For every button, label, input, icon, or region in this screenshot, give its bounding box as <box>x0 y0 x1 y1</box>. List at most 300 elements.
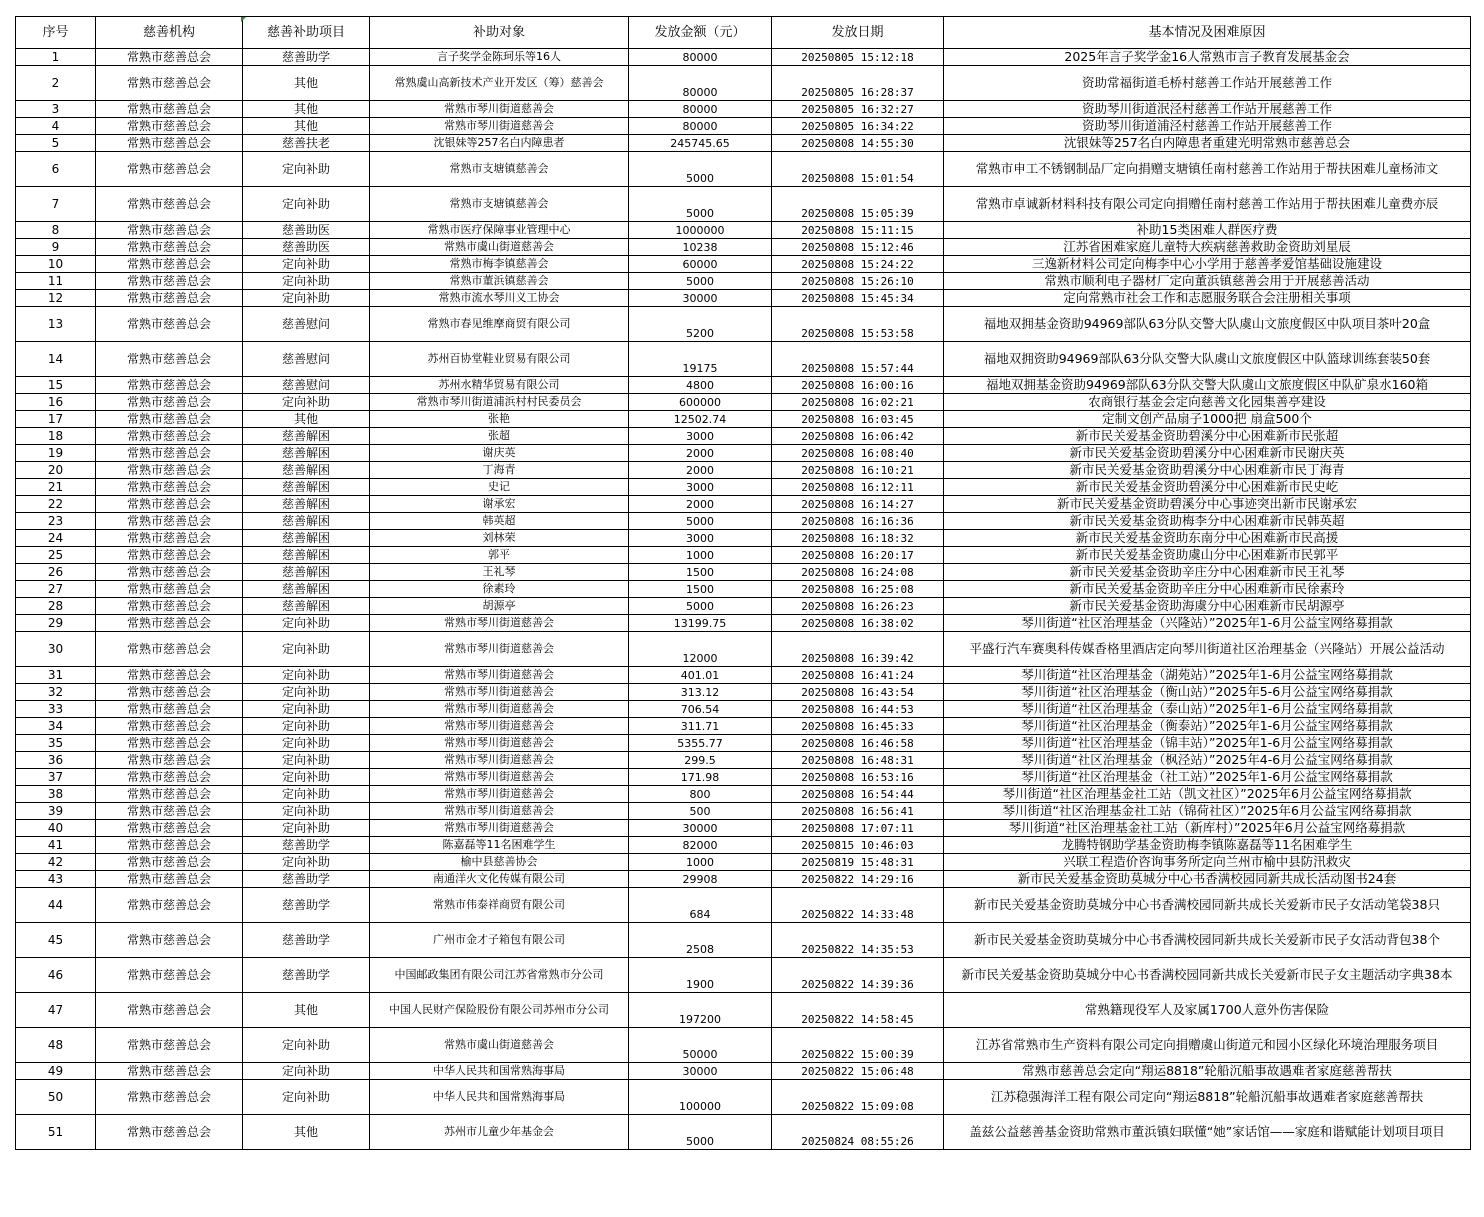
cell-amount: 80000 <box>629 66 772 101</box>
cell-index: 20 <box>16 462 96 479</box>
cell-recipient: 常熟市琴川街道慈善会 <box>370 615 629 632</box>
cell-amount: 5355.77 <box>629 735 772 752</box>
cell-amount: 2508 <box>629 923 772 958</box>
cell-project: 慈善解困 <box>243 428 370 445</box>
cell-reason: 盖兹公益慈善基金资助常熟市董浜镇妇联懂“她”家话馆——家庭和谐赋能计划项目项目 <box>944 1115 1471 1150</box>
cell-amount: 197200 <box>629 993 772 1028</box>
cell-organization: 常熟市慈善总会 <box>96 923 243 958</box>
cell-amount: 500 <box>629 803 772 820</box>
cell-index: 40 <box>16 820 96 837</box>
cell-project: 定向补助 <box>243 667 370 684</box>
cell-project: 定向补助 <box>243 718 370 735</box>
table-row <box>16 239 1471 256</box>
cell-reason: 新市民关爱基金资助碧溪分中心事迹突出新市民谢承宏 <box>944 496 1471 513</box>
cell-index: 34 <box>16 718 96 735</box>
cell-date: 20250808 16:10:21 <box>772 462 944 479</box>
cell-amount: 80000 <box>629 118 772 135</box>
cell-amount: 313.12 <box>629 684 772 701</box>
table-row <box>16 49 1471 66</box>
cell-recipient: 谢庆英 <box>370 445 629 462</box>
cell-index: 33 <box>16 701 96 718</box>
cell-reason: 新市民关爱基金资助海虞分中心困难新市民胡源亭 <box>944 598 1471 615</box>
table-row <box>16 993 1471 1028</box>
cell-project: 其他 <box>243 66 370 101</box>
cell-project: 定向补助 <box>243 786 370 803</box>
cell-recipient: 常熟虞山高新技术产业开发区（筹）慈善会 <box>370 66 629 101</box>
header-amount: 发放金额（元） <box>629 17 772 49</box>
cell-organization: 常熟市慈善总会 <box>96 752 243 769</box>
cell-organization: 常熟市慈善总会 <box>96 958 243 993</box>
cell-reason: 补助15类困难人群医疗费 <box>944 222 1471 239</box>
cell-project: 定向补助 <box>243 701 370 718</box>
cell-organization: 常熟市慈善总会 <box>96 854 243 871</box>
cell-reason: 常熟市慈善总会定向“翔运8818”轮船沉船事故遇难者家庭慈善帮扶 <box>944 1063 1471 1080</box>
cell-amount: 1500 <box>629 581 772 598</box>
cell-date: 20250815 10:46:03 <box>772 837 944 854</box>
cell-organization: 常熟市慈善总会 <box>96 377 243 394</box>
cell-project: 定向补助 <box>243 152 370 187</box>
cell-recipient: 郭平 <box>370 547 629 564</box>
table-row <box>16 786 1471 803</box>
cell-amount: 5000 <box>629 513 772 530</box>
cell-project: 慈善助学 <box>243 837 370 854</box>
table-row <box>16 735 1471 752</box>
cell-project: 慈善助学 <box>243 49 370 66</box>
table-row <box>16 187 1471 222</box>
cell-date: 20250808 15:11:15 <box>772 222 944 239</box>
cell-index: 12 <box>16 290 96 307</box>
cell-date: 20250822 14:33:48 <box>772 888 944 923</box>
cell-index: 35 <box>16 735 96 752</box>
cell-amount: 10238 <box>629 239 772 256</box>
cell-recipient: 常熟市医疗保障事业管理中心 <box>370 222 629 239</box>
cell-index: 11 <box>16 273 96 290</box>
cell-organization: 常熟市慈善总会 <box>96 118 243 135</box>
cell-recipient: 常熟市琴川街道慈善会 <box>370 667 629 684</box>
cell-reason: 定制文创产品扇子1000把 扇盒500个 <box>944 411 1471 428</box>
cell-project: 慈善解困 <box>243 547 370 564</box>
cell-project: 定向补助 <box>243 273 370 290</box>
cell-project: 慈善解困 <box>243 598 370 615</box>
cell-recipient: 刘林荣 <box>370 530 629 547</box>
cell-recipient: 常熟市春见维摩商贸有限公司 <box>370 307 629 342</box>
table-row <box>16 479 1471 496</box>
cell-organization: 常熟市慈善总会 <box>96 394 243 411</box>
cell-date: 20250808 16:24:08 <box>772 564 944 581</box>
cell-organization: 常熟市慈善总会 <box>96 530 243 547</box>
cell-index: 22 <box>16 496 96 513</box>
cell-reason: 新市民关爱基金资助碧溪分中心困难新市民史屹 <box>944 479 1471 496</box>
cell-recipient: 常熟市琴川街道慈善会 <box>370 632 629 667</box>
cell-index: 17 <box>16 411 96 428</box>
cell-index: 26 <box>16 564 96 581</box>
cell-index: 36 <box>16 752 96 769</box>
cell-amount: 80000 <box>629 49 772 66</box>
cell-date: 20250808 15:05:39 <box>772 187 944 222</box>
cell-index: 28 <box>16 598 96 615</box>
cell-amount: 19175 <box>629 342 772 377</box>
cell-project: 慈善助学 <box>243 958 370 993</box>
cell-recipient: 常熟市虞山街道慈善会 <box>370 239 629 256</box>
cell-amount: 60000 <box>629 256 772 273</box>
cell-recipient: 沈银妹等257名白内障患者 <box>370 135 629 152</box>
cell-organization: 常熟市慈善总会 <box>96 581 243 598</box>
table-row <box>16 803 1471 820</box>
table-row <box>16 667 1471 684</box>
cell-amount: 30000 <box>629 1063 772 1080</box>
cell-recipient: 常熟市琴川街道慈善会 <box>370 786 629 803</box>
cell-recipient: 中华人民共和国常熟海事局 <box>370 1063 629 1080</box>
cell-date: 20250808 16:14:27 <box>772 496 944 513</box>
cell-recipient: 常熟市琴川街道慈善会 <box>370 701 629 718</box>
table-row <box>16 820 1471 837</box>
cell-reason: 新市民关爱基金资助莫城分中心书香满校园同新共成长活动图书24套 <box>944 871 1471 888</box>
cell-reason: 兴联工程造价咨询事务所定向兰州市榆中县防汛救灾 <box>944 854 1471 871</box>
cell-index: 39 <box>16 803 96 820</box>
cell-index: 27 <box>16 581 96 598</box>
cell-amount: 1900 <box>629 958 772 993</box>
cell-organization: 常熟市慈善总会 <box>96 66 243 101</box>
cell-date: 20250808 16:45:33 <box>772 718 944 735</box>
cell-index: 46 <box>16 958 96 993</box>
cell-index: 10 <box>16 256 96 273</box>
cell-reason: 新市民关爱基金资助辛庄分中心困难新市民徐素玲 <box>944 581 1471 598</box>
cell-organization: 常熟市慈善总会 <box>96 684 243 701</box>
cell-index: 19 <box>16 445 96 462</box>
table-row <box>16 854 1471 871</box>
cell-recipient: 胡源亭 <box>370 598 629 615</box>
cell-date: 20250808 15:24:22 <box>772 256 944 273</box>
cell-amount: 100000 <box>629 1080 772 1115</box>
cell-organization: 常熟市慈善总会 <box>96 411 243 428</box>
cell-date: 20250819 15:48:31 <box>772 854 944 871</box>
cell-recipient: 中国人民财产保险股份有限公司苏州市分公司 <box>370 993 629 1028</box>
cell-date: 20250808 16:38:02 <box>772 615 944 632</box>
header-project: 慈善补助项目 <box>243 17 370 49</box>
cell-reason: 常熟市卓诚新材料科技有限公司定向捐赠任南村慈善工作站用于帮扶困难儿童费亦辰 <box>944 187 1471 222</box>
cell-index: 18 <box>16 428 96 445</box>
cell-amount: 4800 <box>629 377 772 394</box>
cell-reason: 琴川街道“社区治理基金（社工站）”2025年1-6月公益宝网络募捐款 <box>944 769 1471 786</box>
table-row <box>16 1063 1471 1080</box>
cell-recipient: 常熟市支塘镇慈善会 <box>370 152 629 187</box>
cell-date: 20250822 15:09:08 <box>772 1080 944 1115</box>
cell-organization: 常熟市慈善总会 <box>96 290 243 307</box>
cell-recipient: 常熟市琴川街道慈善会 <box>370 101 629 118</box>
cell-organization: 常熟市慈善总会 <box>96 667 243 684</box>
cell-project: 定向补助 <box>243 290 370 307</box>
header-reason: 基本情况及困难原因 <box>944 17 1471 49</box>
cell-date: 20250805 16:32:27 <box>772 101 944 118</box>
cell-amount: 30000 <box>629 290 772 307</box>
cell-index: 41 <box>16 837 96 854</box>
cell-index: 21 <box>16 479 96 496</box>
cell-index: 49 <box>16 1063 96 1080</box>
cell-date: 20250808 16:43:54 <box>772 684 944 701</box>
cell-organization: 常熟市慈善总会 <box>96 49 243 66</box>
cell-project: 定向补助 <box>243 684 370 701</box>
cell-organization: 常熟市慈善总会 <box>96 152 243 187</box>
table-row <box>16 1080 1471 1115</box>
cell-organization: 常熟市慈善总会 <box>96 342 243 377</box>
cell-index: 51 <box>16 1115 96 1150</box>
cell-date: 20250822 14:29:16 <box>772 871 944 888</box>
cell-recipient: 常熟市伟泰祥商贸有限公司 <box>370 888 629 923</box>
table-row <box>16 615 1471 632</box>
table-row <box>16 513 1471 530</box>
cell-organization: 常熟市慈善总会 <box>96 135 243 152</box>
header-organization: 慈善机构 <box>96 17 243 49</box>
cell-recipient: 常熟市琴川街道慈善会 <box>370 820 629 837</box>
cell-recipient: 常熟市琴川街道慈善会 <box>370 769 629 786</box>
table-row <box>16 394 1471 411</box>
cell-recipient: 常熟市琴川街道慈善会 <box>370 684 629 701</box>
cell-recipient: 榆中县慈善协会 <box>370 854 629 871</box>
cell-recipient: 徐素玲 <box>370 581 629 598</box>
cell-organization: 常熟市慈善总会 <box>96 547 243 564</box>
table-row <box>16 118 1471 135</box>
table-row <box>16 342 1471 377</box>
cell-index: 45 <box>16 923 96 958</box>
cell-amount: 1000000 <box>629 222 772 239</box>
cell-index: 5 <box>16 135 96 152</box>
table-row <box>16 718 1471 735</box>
cell-index: 43 <box>16 871 96 888</box>
table-row <box>16 752 1471 769</box>
cell-date: 20250808 16:48:31 <box>772 752 944 769</box>
cell-index: 47 <box>16 993 96 1028</box>
cell-project: 定向补助 <box>243 1063 370 1080</box>
cell-reason: 江苏稳强海洋工程有限公司定向“翔运8818”轮船沉船事故遇难者家庭慈善帮扶 <box>944 1080 1471 1115</box>
cell-date: 20250808 16:03:45 <box>772 411 944 428</box>
cell-project: 慈善慰问 <box>243 342 370 377</box>
cell-organization: 常熟市慈善总会 <box>96 239 243 256</box>
cell-index: 31 <box>16 667 96 684</box>
cell-reason: 资助常福街道毛桥村慈善工作站开展慈善工作 <box>944 66 1471 101</box>
cell-reason: 平盛行汽车赛奥科传媒香格里酒店定向琴川街道社区治理基金（兴隆站）开展公益活动 <box>944 632 1471 667</box>
cell-reason: 琴川街道“社区治理基金（衡山站）”2025年5-6月公益宝网络募捐款 <box>944 684 1471 701</box>
table-row <box>16 377 1471 394</box>
cell-reason: 琴川街道“社区治理基金（湖苑站）”2025年1-6月公益宝网络募捐款 <box>944 667 1471 684</box>
cell-reason: 三逸新材料公司定向梅李中心小学用于慈善孝爱馆基础设施建设 <box>944 256 1471 273</box>
cell-reason: 新市民关爱基金资助莫城分中心书香满校园同新共成长关爱新市民子女活动背包38个 <box>944 923 1471 958</box>
cell-date: 20250822 15:06:48 <box>772 1063 944 1080</box>
cell-project: 定向补助 <box>243 735 370 752</box>
cell-organization: 常熟市慈善总会 <box>96 888 243 923</box>
cell-recipient: 张艳 <box>370 411 629 428</box>
cell-index: 6 <box>16 152 96 187</box>
cell-project: 慈善助学 <box>243 923 370 958</box>
cell-index: 23 <box>16 513 96 530</box>
cell-reason: 定向常熟市社会工作和志愿服务联合会注册相关事项 <box>944 290 1471 307</box>
cell-reason: 新市民关爱基金资助辛庄分中心困难新市民王礼琴 <box>944 564 1471 581</box>
table-row <box>16 1028 1471 1063</box>
cell-date: 20250808 16:46:58 <box>772 735 944 752</box>
cell-recipient: 史记 <box>370 479 629 496</box>
table-row <box>16 411 1471 428</box>
cell-reason: 新市民关爱基金资助碧溪分中心困难新市民丁海青 <box>944 462 1471 479</box>
cell-project: 定向补助 <box>243 820 370 837</box>
cell-date: 20250822 14:35:53 <box>772 923 944 958</box>
cell-organization: 常熟市慈善总会 <box>96 701 243 718</box>
cell-reason: 琴川街道“社区治理基金（泰山站）”2025年1-6月公益宝网络募捐款 <box>944 701 1471 718</box>
cell-organization: 常熟市慈善总会 <box>96 101 243 118</box>
header-index: 序号 <box>16 17 96 49</box>
cell-reason: 江苏省常熟市生产资料有限公司定向捐赠虞山街道元和园小区绿化环境治理服务项目 <box>944 1028 1471 1063</box>
cell-index: 2 <box>16 66 96 101</box>
cell-index: 42 <box>16 854 96 871</box>
cell-index: 29 <box>16 615 96 632</box>
cell-organization: 常熟市慈善总会 <box>96 1115 243 1150</box>
cell-date: 20250808 16:26:23 <box>772 598 944 615</box>
cell-organization: 常熟市慈善总会 <box>96 187 243 222</box>
cell-project: 定向补助 <box>243 752 370 769</box>
cell-project: 定向补助 <box>243 187 370 222</box>
cell-date: 20250808 16:02:21 <box>772 394 944 411</box>
cell-recipient: 南通洋火文化传媒有限公司 <box>370 871 629 888</box>
cell-recipient: 常熟市琴川街道慈善会 <box>370 718 629 735</box>
cell-organization: 常熟市慈善总会 <box>96 1063 243 1080</box>
cell-organization: 常熟市慈善总会 <box>96 837 243 854</box>
cell-amount: 684 <box>629 888 772 923</box>
cell-organization: 常熟市慈善总会 <box>96 1080 243 1115</box>
cell-organization: 常熟市慈善总会 <box>96 871 243 888</box>
table-body <box>16 49 1471 1150</box>
table-row <box>16 273 1471 290</box>
cell-date: 20250808 17:07:11 <box>772 820 944 837</box>
cell-project: 慈善解困 <box>243 513 370 530</box>
cell-reason: 福地双拥基金资助94969部队63分队交警大队虞山文旅度假区中队矿泉水160箱 <box>944 377 1471 394</box>
cell-recipient: 苏州市儿童少年基金会 <box>370 1115 629 1150</box>
cell-amount: 311.71 <box>629 718 772 735</box>
cell-date: 20250808 16:20:17 <box>772 547 944 564</box>
cell-reason: 福地双拥资助94969部队63分队交警大队虞山文旅度假区中队篮球训练套装50套 <box>944 342 1471 377</box>
table-row <box>16 547 1471 564</box>
cell-reason: 农商银行基金会定向慈善文化园集善亭建设 <box>944 394 1471 411</box>
cell-recipient: 常熟市流水琴川义工协会 <box>370 290 629 307</box>
cell-recipient: 广州市金才子箱包有限公司 <box>370 923 629 958</box>
cell-reason: 常熟市顺利电子器材厂定向董浜镇慈善会用于开展慈善活动 <box>944 273 1471 290</box>
cell-organization: 常熟市慈善总会 <box>96 445 243 462</box>
cell-project: 慈善助学 <box>243 888 370 923</box>
table-row <box>16 222 1471 239</box>
cell-date: 20250808 15:26:10 <box>772 273 944 290</box>
table-row <box>16 923 1471 958</box>
cell-reason: 江苏省困难家庭儿童特大疾病慈善救助金资助刘星辰 <box>944 239 1471 256</box>
cell-project: 定向补助 <box>243 394 370 411</box>
cell-amount: 50000 <box>629 1028 772 1063</box>
table-row <box>16 769 1471 786</box>
table-row <box>16 462 1471 479</box>
cell-reason: 新市民关爱基金资助虞山分中心困难新市民郭平 <box>944 547 1471 564</box>
cell-date: 20250808 15:53:58 <box>772 307 944 342</box>
cell-reason: 常熟籍现役军人及家属1700人意外伤害保险 <box>944 993 1471 1028</box>
cell-reason: 琴川街道“社区治理基金社工站（新库村）”2025年6月公益宝网络募捐款 <box>944 820 1471 837</box>
cell-reason: 琴川街道“社区治理基金社工站（锦荷社区）”2025年6月公益宝网络募捐款 <box>944 803 1471 820</box>
table-row <box>16 66 1471 101</box>
cell-amount: 30000 <box>629 820 772 837</box>
cell-index: 13 <box>16 307 96 342</box>
cell-index: 48 <box>16 1028 96 1063</box>
cell-recipient: 常熟市董浜镇慈善会 <box>370 273 629 290</box>
table-row <box>16 135 1471 152</box>
table-row <box>16 837 1471 854</box>
cell-recipient: 王礼琴 <box>370 564 629 581</box>
cell-project: 定向补助 <box>243 615 370 632</box>
cell-amount: 2000 <box>629 445 772 462</box>
cell-project: 慈善解困 <box>243 581 370 598</box>
cell-organization: 常熟市慈善总会 <box>96 615 243 632</box>
cell-reason: 资助琴川街道泯泾村慈善工作站开展慈善工作 <box>944 101 1471 118</box>
cell-amount: 5000 <box>629 187 772 222</box>
cell-date: 20250805 15:12:18 <box>772 49 944 66</box>
cell-index: 15 <box>16 377 96 394</box>
cell-date: 20250808 14:55:30 <box>772 135 944 152</box>
cell-amount: 80000 <box>629 101 772 118</box>
cell-project: 慈善解困 <box>243 445 370 462</box>
cell-organization: 常熟市慈善总会 <box>96 273 243 290</box>
cell-amount: 1500 <box>629 564 772 581</box>
cell-index: 32 <box>16 684 96 701</box>
cell-index: 4 <box>16 118 96 135</box>
cell-project: 慈善助医 <box>243 222 370 239</box>
cell-amount: 5000 <box>629 598 772 615</box>
cell-project: 慈善解困 <box>243 530 370 547</box>
cell-date: 20250808 16:18:32 <box>772 530 944 547</box>
cell-reason: 琴川街道“社区治理基金社工站（凯文社区）”2025年6月公益宝网络募捐款 <box>944 786 1471 803</box>
cell-amount: 82000 <box>629 837 772 854</box>
cell-amount: 171.98 <box>629 769 772 786</box>
cell-amount: 13199.75 <box>629 615 772 632</box>
cell-index: 38 <box>16 786 96 803</box>
cell-organization: 常熟市慈善总会 <box>96 513 243 530</box>
cell-index: 7 <box>16 187 96 222</box>
cell-amount: 3000 <box>629 530 772 547</box>
cell-index: 50 <box>16 1080 96 1115</box>
cell-project: 慈善助医 <box>243 239 370 256</box>
cell-recipient: 苏州水精华贸易有限公司 <box>370 377 629 394</box>
cell-date: 20250824 08:55:26 <box>772 1115 944 1150</box>
cell-date: 20250808 16:56:41 <box>772 803 944 820</box>
cell-project: 慈善解困 <box>243 479 370 496</box>
table-row <box>16 871 1471 888</box>
cell-project: 慈善助学 <box>243 871 370 888</box>
cell-organization: 常熟市慈善总会 <box>96 769 243 786</box>
cell-date: 20250808 16:12:11 <box>772 479 944 496</box>
cell-date: 20250808 15:45:34 <box>772 290 944 307</box>
cell-recipient: 中国邮政集团有限公司江苏省常熟市分公司 <box>370 958 629 993</box>
cell-recipient: 丁海青 <box>370 462 629 479</box>
cell-index: 37 <box>16 769 96 786</box>
cell-date: 20250805 16:34:22 <box>772 118 944 135</box>
cell-project: 其他 <box>243 411 370 428</box>
cell-index: 24 <box>16 530 96 547</box>
cell-recipient: 韩英超 <box>370 513 629 530</box>
cell-amount: 1000 <box>629 547 772 564</box>
cell-organization: 常熟市慈善总会 <box>96 462 243 479</box>
cell-recipient: 常熟市琴川街道慈善会 <box>370 803 629 820</box>
cell-project: 慈善解困 <box>243 496 370 513</box>
cell-date: 20250808 16:00:16 <box>772 377 944 394</box>
cell-project: 慈善慰问 <box>243 307 370 342</box>
cell-amount: 299.5 <box>629 752 772 769</box>
cell-recipient: 中华人民共和国常熟海事局 <box>370 1080 629 1115</box>
cell-organization: 常熟市慈善总会 <box>96 718 243 735</box>
cell-date: 20250808 16:44:53 <box>772 701 944 718</box>
cell-date: 20250822 15:00:39 <box>772 1028 944 1063</box>
cell-date: 20250808 15:57:44 <box>772 342 944 377</box>
table-row <box>16 888 1471 923</box>
